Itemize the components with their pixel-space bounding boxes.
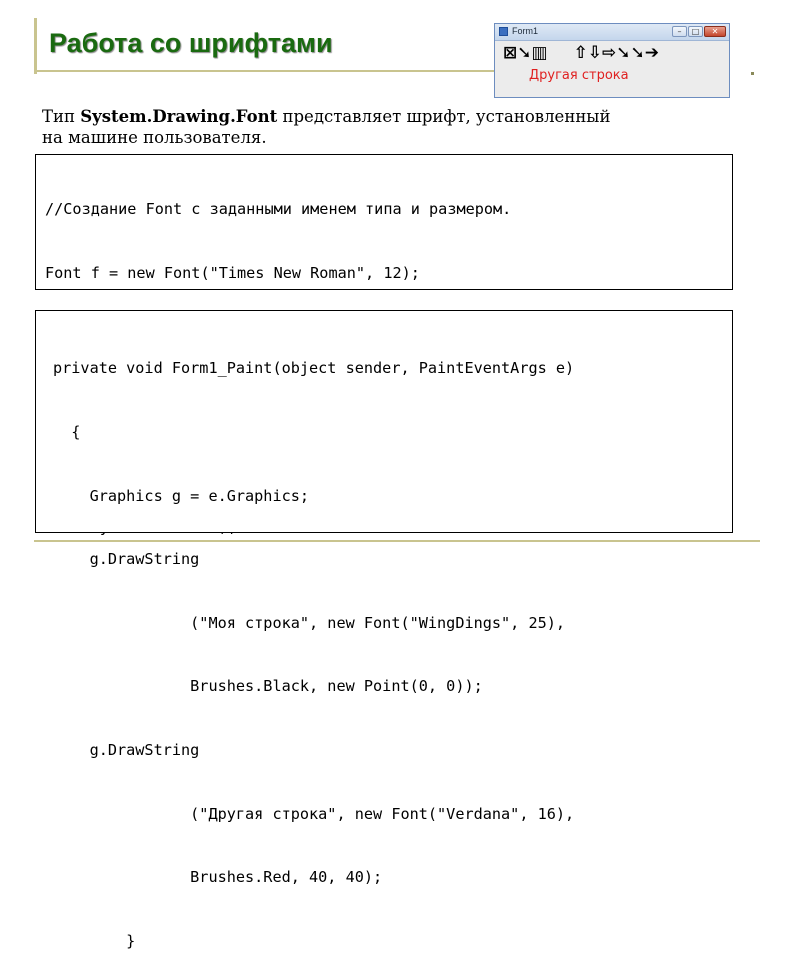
code-line: Brushes.Red, 40, 40); bbox=[53, 868, 383, 887]
minimize-button[interactable]: – bbox=[672, 26, 687, 37]
code-line: ("Моя строка", new Font("WingDings", 25), bbox=[53, 613, 566, 632]
red-string: Другая строка bbox=[529, 68, 629, 83]
decorative-dot bbox=[751, 72, 754, 75]
code-block-paint-handler bbox=[53, 316, 574, 973]
code-line: { bbox=[53, 423, 81, 441]
intro-type-name: System.Drawing.Font bbox=[80, 107, 278, 126]
bottom-divider bbox=[34, 540, 760, 542]
slide-title: Работа со шрифтами bbox=[49, 28, 333, 58]
window-controls bbox=[672, 26, 726, 37]
app-icon bbox=[499, 27, 508, 36]
title-accent-bar bbox=[34, 18, 37, 74]
intro-line2: на машине пользователя. bbox=[42, 128, 267, 147]
code-line: g.DrawString bbox=[53, 740, 200, 759]
form1-window-preview bbox=[494, 23, 730, 98]
intro-prefix: Тип bbox=[42, 107, 81, 126]
form-client-area bbox=[495, 41, 729, 98]
code-line: Graphics g = e.Graphics; bbox=[53, 486, 310, 505]
maximize-button[interactable]: □ bbox=[688, 26, 703, 37]
close-button[interactable]: ✕ bbox=[704, 26, 726, 37]
wingdings-glyphs-a: ⊠➘▥ bbox=[503, 43, 548, 63]
form-title: Form1 bbox=[512, 26, 539, 36]
wingdings-glyphs-b: ⇧⇩⇨➘➘➔ bbox=[573, 43, 660, 63]
code-line: g.DrawString bbox=[53, 550, 200, 569]
code-line: ("Другая строка", new Font("Verdana", 16), bbox=[53, 804, 575, 823]
code-line: } bbox=[53, 931, 136, 950]
code-line: //Создание Font с заданными именем типа и размером. bbox=[45, 200, 512, 219]
code-line: Font f = new Font("Times New Roman", 12); bbox=[45, 264, 420, 282]
intro-suffix: представляет шрифт, установленный bbox=[277, 107, 611, 126]
code-line: private void Form1_Paint(object sender, PaintEventArgs e) bbox=[53, 359, 575, 378]
intro-paragraph bbox=[42, 106, 742, 148]
form-titlebar bbox=[495, 24, 729, 41]
wingdings-string bbox=[503, 43, 659, 63]
code-line: Brushes.Black, new Point(0, 0)); bbox=[53, 677, 483, 696]
